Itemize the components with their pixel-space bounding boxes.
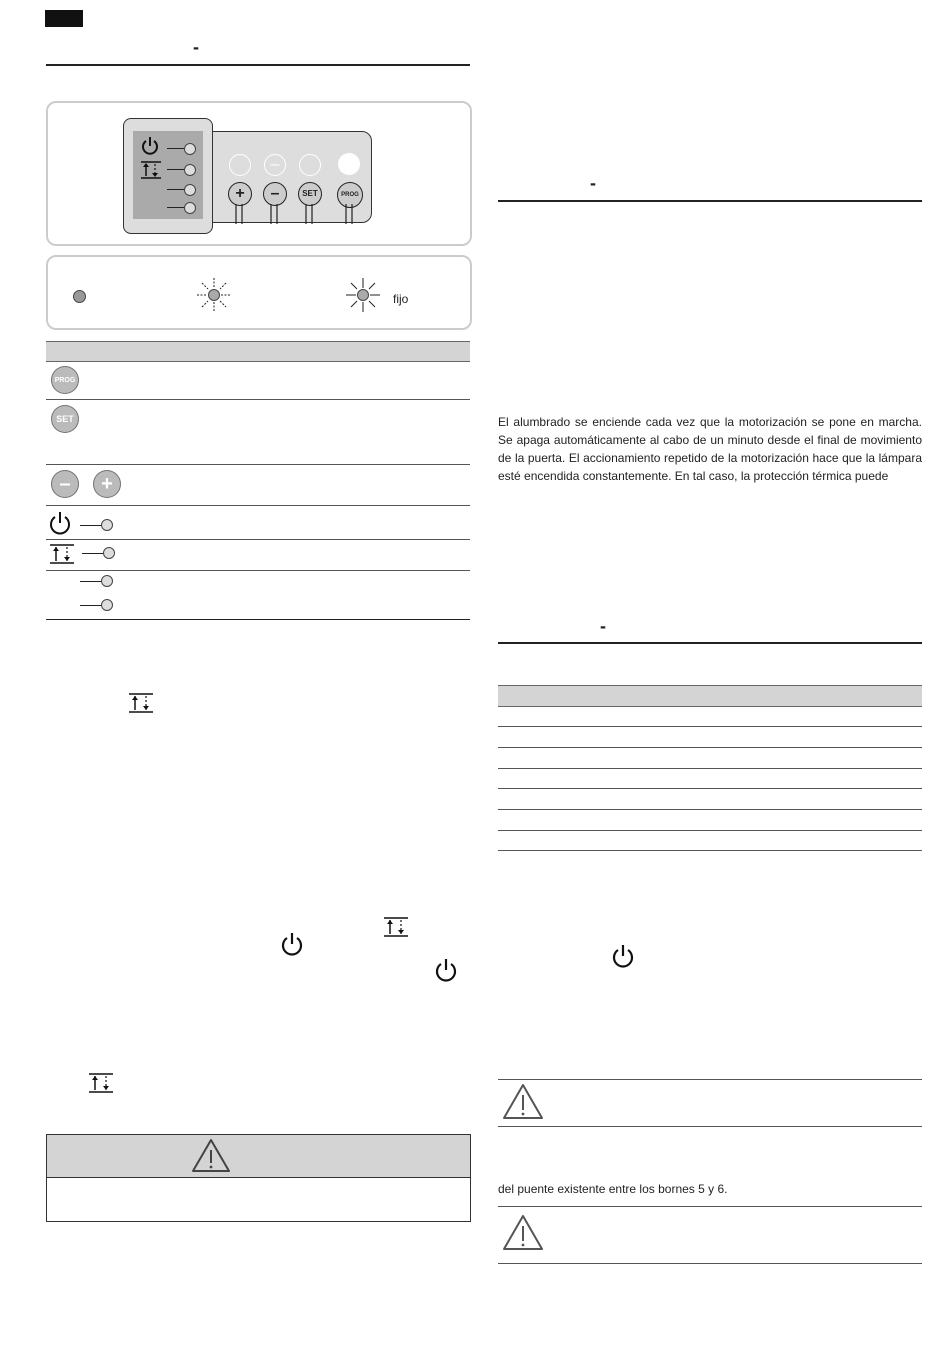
power-icon <box>611 943 635 969</box>
travel-limit-icon <box>49 543 75 565</box>
table-led-3 <box>101 575 113 587</box>
right-header-dash-1: - <box>590 173 596 193</box>
led-off-indicator <box>73 290 86 303</box>
warning-triangle-icon <box>191 1138 231 1174</box>
right-table-header <box>498 685 922 707</box>
panel-led-line-1 <box>167 148 185 149</box>
travel-limit-icon <box>88 1072 114 1094</box>
lighting-paragraph: El alumbrado se enciende cada vez que la motorización se pone en marcha. Se apaga automáticamente al cabo de un minuto desde el final de movimiento de la puerta. El accionamiento repetido de la motorización hace que la lámpara esté encendida constantemente. En tal caso, la protección térmica puede <box>498 415 922 483</box>
panel-top-circle-3 <box>299 154 321 176</box>
table-led-line <box>80 581 102 582</box>
warning-triangle-icon <box>502 1214 544 1252</box>
set-button-icon: SET <box>51 405 79 433</box>
table-led-travel <box>103 547 115 559</box>
table-row-divider <box>46 505 470 506</box>
prog-button-icon: PROG <box>51 366 79 394</box>
right-header-dash-2: - <box>600 616 606 636</box>
panel-led-line-4 <box>167 207 185 208</box>
table-row-divider <box>46 570 470 571</box>
power-icon <box>434 957 458 983</box>
panel-led-line-2 <box>167 169 185 170</box>
table-led-line <box>80 605 102 606</box>
plus-button-icon: + <box>93 470 121 498</box>
minus-button-icon: – <box>51 470 79 498</box>
table-led-power <box>101 519 113 531</box>
left-header-rule <box>46 64 470 66</box>
panel-led-1 <box>184 143 196 155</box>
power-icon <box>48 510 72 536</box>
panel-led-line-3 <box>167 189 185 190</box>
panel-minus-button[interactable]: – <box>263 182 287 206</box>
bridge-text: del puente existente entre los bornes 5 y 6. <box>498 1182 728 1196</box>
right-table-row-divider <box>498 830 922 831</box>
right-table-row-divider <box>498 809 922 810</box>
panel-travel-limit-icon <box>140 160 162 180</box>
page-tab <box>45 10 83 27</box>
left-header-dash: - <box>193 37 199 57</box>
travel-limit-icon <box>128 692 154 714</box>
table-row-divider <box>46 539 470 540</box>
panel-led-2 <box>184 164 196 176</box>
panel-top-circle-4 <box>338 153 360 175</box>
panel-led-3 <box>184 184 196 196</box>
panel-top-circle-2: – <box>264 154 286 176</box>
table-row-divider <box>46 464 470 465</box>
panel-set-button[interactable]: SET <box>298 182 322 206</box>
warning-box-header <box>47 1135 470 1178</box>
left-table-bottom-rule <box>46 619 470 620</box>
table-led-4 <box>101 599 113 611</box>
right-table-row-divider <box>498 726 922 727</box>
panel-plus-button[interactable]: + <box>228 182 252 206</box>
right-table-row-divider <box>498 768 922 769</box>
panel-led-4 <box>184 202 196 214</box>
panel-prog-button[interactable]: PROG <box>337 182 363 208</box>
panel-power-icon <box>141 136 159 156</box>
left-table-header <box>46 341 470 362</box>
right-table-row-divider <box>498 747 922 748</box>
caution-rule <box>498 1079 922 1080</box>
caution-rule <box>498 1263 922 1264</box>
right-header-rule-2 <box>498 642 922 644</box>
right-header-rule-1 <box>498 200 922 202</box>
caution-rule <box>498 1206 922 1207</box>
led-fixed-label: fijo <box>393 292 409 306</box>
panel-top-circle-1 <box>229 154 251 176</box>
right-table-row-divider <box>498 788 922 789</box>
led-fixed-icon <box>344 276 382 314</box>
caution-rule <box>498 1126 922 1127</box>
led-blinking-icon <box>195 276 233 314</box>
right-table-row-divider <box>498 850 922 851</box>
panel-button-leads <box>228 204 368 224</box>
travel-limit-icon <box>383 916 409 938</box>
table-led-line <box>82 553 104 554</box>
warning-triangle-icon <box>502 1083 544 1121</box>
table-row-divider <box>46 399 470 400</box>
table-led-line <box>80 525 102 526</box>
power-icon <box>280 931 304 957</box>
